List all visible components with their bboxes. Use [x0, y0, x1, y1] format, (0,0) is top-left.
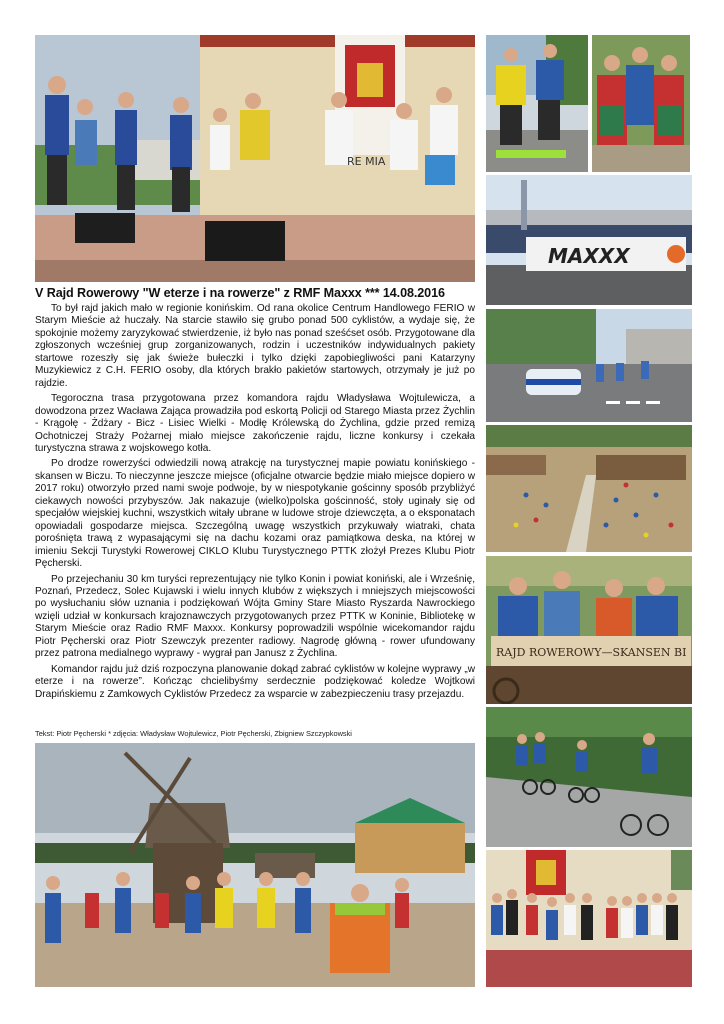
photo-credits: Tekst: Piotr Pęcherski * zdjęcia: Władysław Wojtulewicz, Piotr Pęcherski, Zbigniew Szczypkowski	[35, 729, 352, 738]
photo-police-escort	[486, 309, 692, 422]
banner-lettering: MAXXX	[548, 244, 630, 268]
photo-radio-banner	[486, 175, 692, 305]
photo-riders-road	[486, 707, 692, 847]
photo-folk-costumes	[592, 35, 690, 172]
wall-lettering: RE MIA	[347, 155, 386, 168]
photo-windmill-skansen	[35, 743, 475, 987]
board-lettering: RAJD ROWEROWY—SKANSEN BI	[496, 646, 687, 659]
article-headline: V Rajd Rowerowy "W eterze i na rowerze" z RMF Maxxx *** 14.08.2016	[35, 286, 445, 300]
photo-skansen-aerial	[486, 425, 692, 552]
article-paragraph: Po drodze rowerzyści odwiedzili nową atrakcję na turystycznej mapie powiatu konińskiego - skansen w Biczu. To nieczynne jeszcze miejsce (oficjalne otwarcie będzie miało miejsce dopiero w 2017 roku) otworzyło przed nami swoje podwoje, by w niespotykanie gościnny sposób przybliżyć ciekawych nowości przybyszów. Jak nakazuje (wielko)polska gościnność, stoły uginały się od specjałów wiejskiej kuchni, wszystkich witały ubrane w ludowe stroje dziewczęta, a o eksponatach opowiadali gospodarze miejsca. Szczególną uwagę wszystkich przykuwały wiatraki, chata porośnięta trawą z wypasającymi się na dachu kozami oraz pamiątkowa deska, na której w imieniu Sekcji Turystyki Rowerowej CIKLO Klubu Turystycznego PTTK złożył Prezes Klubu Piotr Pęcherski.	[35, 458, 475, 570]
article-body	[35, 303, 475, 704]
article-paragraph: Po przejechaniu 30 km turyści reprezentujący nie tylko Konin i powiat koniński, ale i Wrześnię, Poznań, Przedecz, Solec Kujawski i wielu innych klubów z większych i mniejszych miejscowości po wysłuchaniu słów uznania i podziękowań Wójta Gminy Stare Miasto Ryszarda Nawrockiego wzięli udział w konkursach krajoznawczych przygotowanych przez PTTK w Koninie, Bibliotekę w Starym Mieście oraz Radio RMF Maxxx. Konkursy poprowadzili wspólnie wicekomandor rajdu Piotr Pęcherski oraz Piotr Szewczyk prezenter radiowy. Nagrodę główną - rower ufundowany przez patrona medialnego wyprawy - wygrał pan Janusz z Żychlina.	[35, 573, 475, 660]
article-paragraph: Tegoroczna trasa przygotowana przez komandora rajdu Władysława Wojtulewicza, a dowodzona przez Wacława Zająca prowadziła pod eskortą Policji od Starego Miasta przez Żychlin - Krągołę - Żdżary - Bicz - Lisiec Wielki - Modłę Królewską do Żychlina, gdzie przed remizą Ochotniczej Straży Pożarnej miało miejsce zakończenie rajdu, liczne konkursy i czekała turystyczna strawa z wojskowego kotła.	[35, 393, 475, 454]
article-paragraph: To był rajd jakich mało w regionie konińskim. Od rana okolice Centrum Handlowego FERIO w Starym Mieście aż huczały. Na starcie stawiło się grubo ponad 500 cyklistów, a wydaje się, że spokojnie możemy zaryzykować stwierdzenie, iż było nas ponad sześćset osób. Przygotowane dla zgłoszonych wcześniej grup zorganizowanych, rodzin i uczestników indywidualnych pakiety startowe rozeszły się jak świeże bułeczki i tylko dzięki zapobiegliwości pani Katarzyny Muzykiewicz z C.H. FERIO osoby, dla których brakło pakietów startowych, otrzymały je już po rajdzie.	[35, 303, 475, 389]
photo-cyclists-start	[486, 35, 588, 172]
photo-stage-ceremony	[35, 35, 475, 282]
photo-fire-station-group	[486, 850, 692, 987]
article-paragraph: Komandor rajdu już dziś rozpoczyna planowanie dokąd zabrać cyklistów w kolejne wyprawy „w eterze i na rowerze”. Kończąc chcielibyśmy serdecznie podziękować koledze Wojtkowi Drapińskiemu z Zamkowych Cyklistów Przedecz za wsparcie w zabezpieczeniu trasy przejazdu.	[35, 663, 475, 700]
photo-commemorative-board	[486, 556, 692, 704]
